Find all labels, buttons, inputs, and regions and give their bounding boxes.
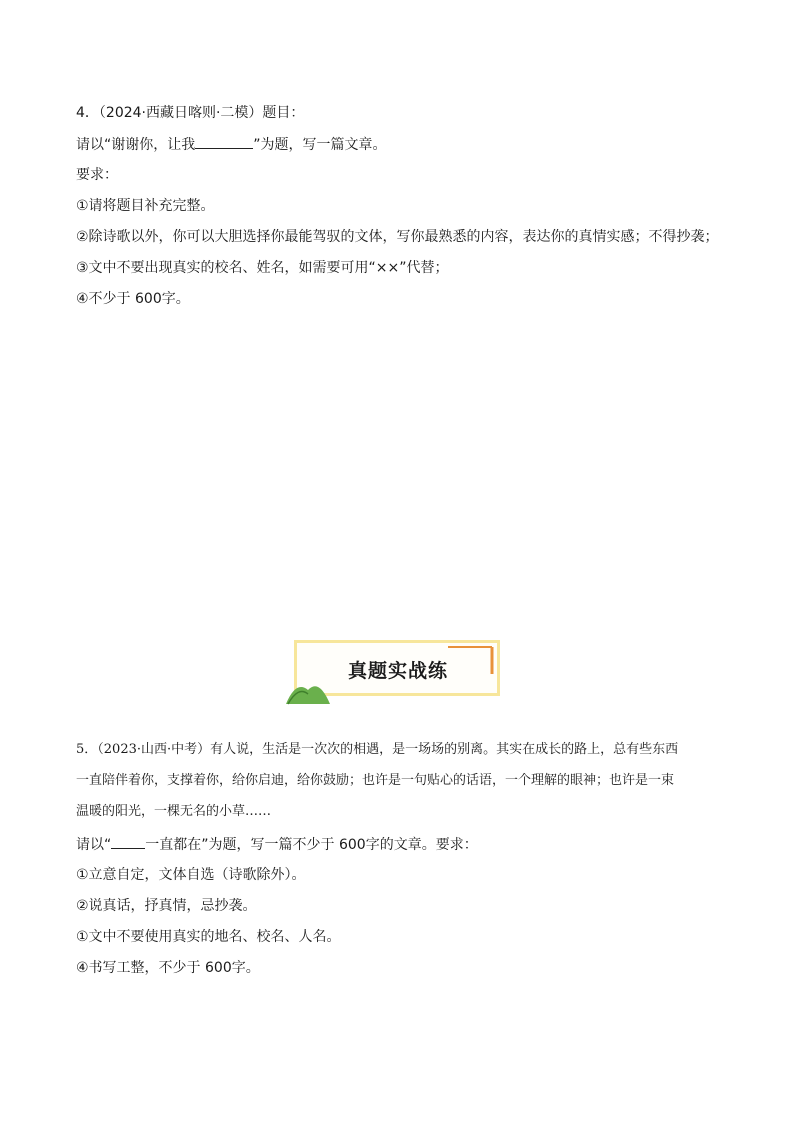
q4-requirement-4: ④不少于 600字。	[76, 291, 190, 307]
q5-prompt-post: 一直都在”为题，写一篇不少于 600字的文章。要求：	[145, 837, 478, 853]
q5-requirement-4: ④书写工整，不少于 600字。	[76, 960, 260, 976]
q5-prompt-pre: 请以“	[76, 837, 112, 853]
q5-requirement-1: ①立意自定，文体自选（诗歌除外）。	[76, 867, 306, 883]
hill-icon	[286, 686, 330, 704]
q4-requirement-3: ③文中不要出现真实的校名、姓名，如需要可用“××”代替；	[76, 260, 449, 276]
section-banner	[286, 638, 510, 706]
q5-prompt	[76, 834, 478, 855]
q4-requirements-title: 要求：	[76, 167, 118, 183]
q4-requirement-2: ②除诗歌以外，你可以大胆选择你最能驾驭的文体，写你最熟悉的内容，表达你的真情实感；不得抄袭；	[76, 229, 719, 245]
q4-header: 4．（2024·西藏日喀则·二模）题目：	[76, 105, 305, 121]
q4-prompt-pre: 请以“谢谢你，让我	[76, 137, 196, 153]
banner-title: 真题实战练	[347, 660, 448, 682]
q5-intro-line-2: 一直陪伴着你，支撑着你，给你启迪，给你鼓励；也许是一句贴心的话语，一个理解的眼神；也许是一束	[76, 773, 675, 788]
q4-title-blank	[195, 134, 253, 149]
q4-prompt-post: ”为题，写一篇文章。	[253, 137, 387, 153]
q5-title-blank	[111, 834, 145, 849]
q4-requirement-1: ①请将题目补充完整。	[76, 198, 215, 214]
q5-intro-line-3: 温暖的阳光，一棵无名的小草……	[76, 804, 272, 819]
q5-intro-line-1: 5．（2023·山西·中考）有人说，生活是一次次的相遇，是一场场的别离。其实在成长的路上，总有些东西	[76, 742, 679, 757]
q5-requirement-3: ①文中不要使用真实的地名、校名、人名。	[76, 929, 341, 945]
q5-requirement-2: ②说真话，抒真情，忌抄袭。	[76, 898, 257, 914]
q4-prompt	[76, 134, 387, 155]
